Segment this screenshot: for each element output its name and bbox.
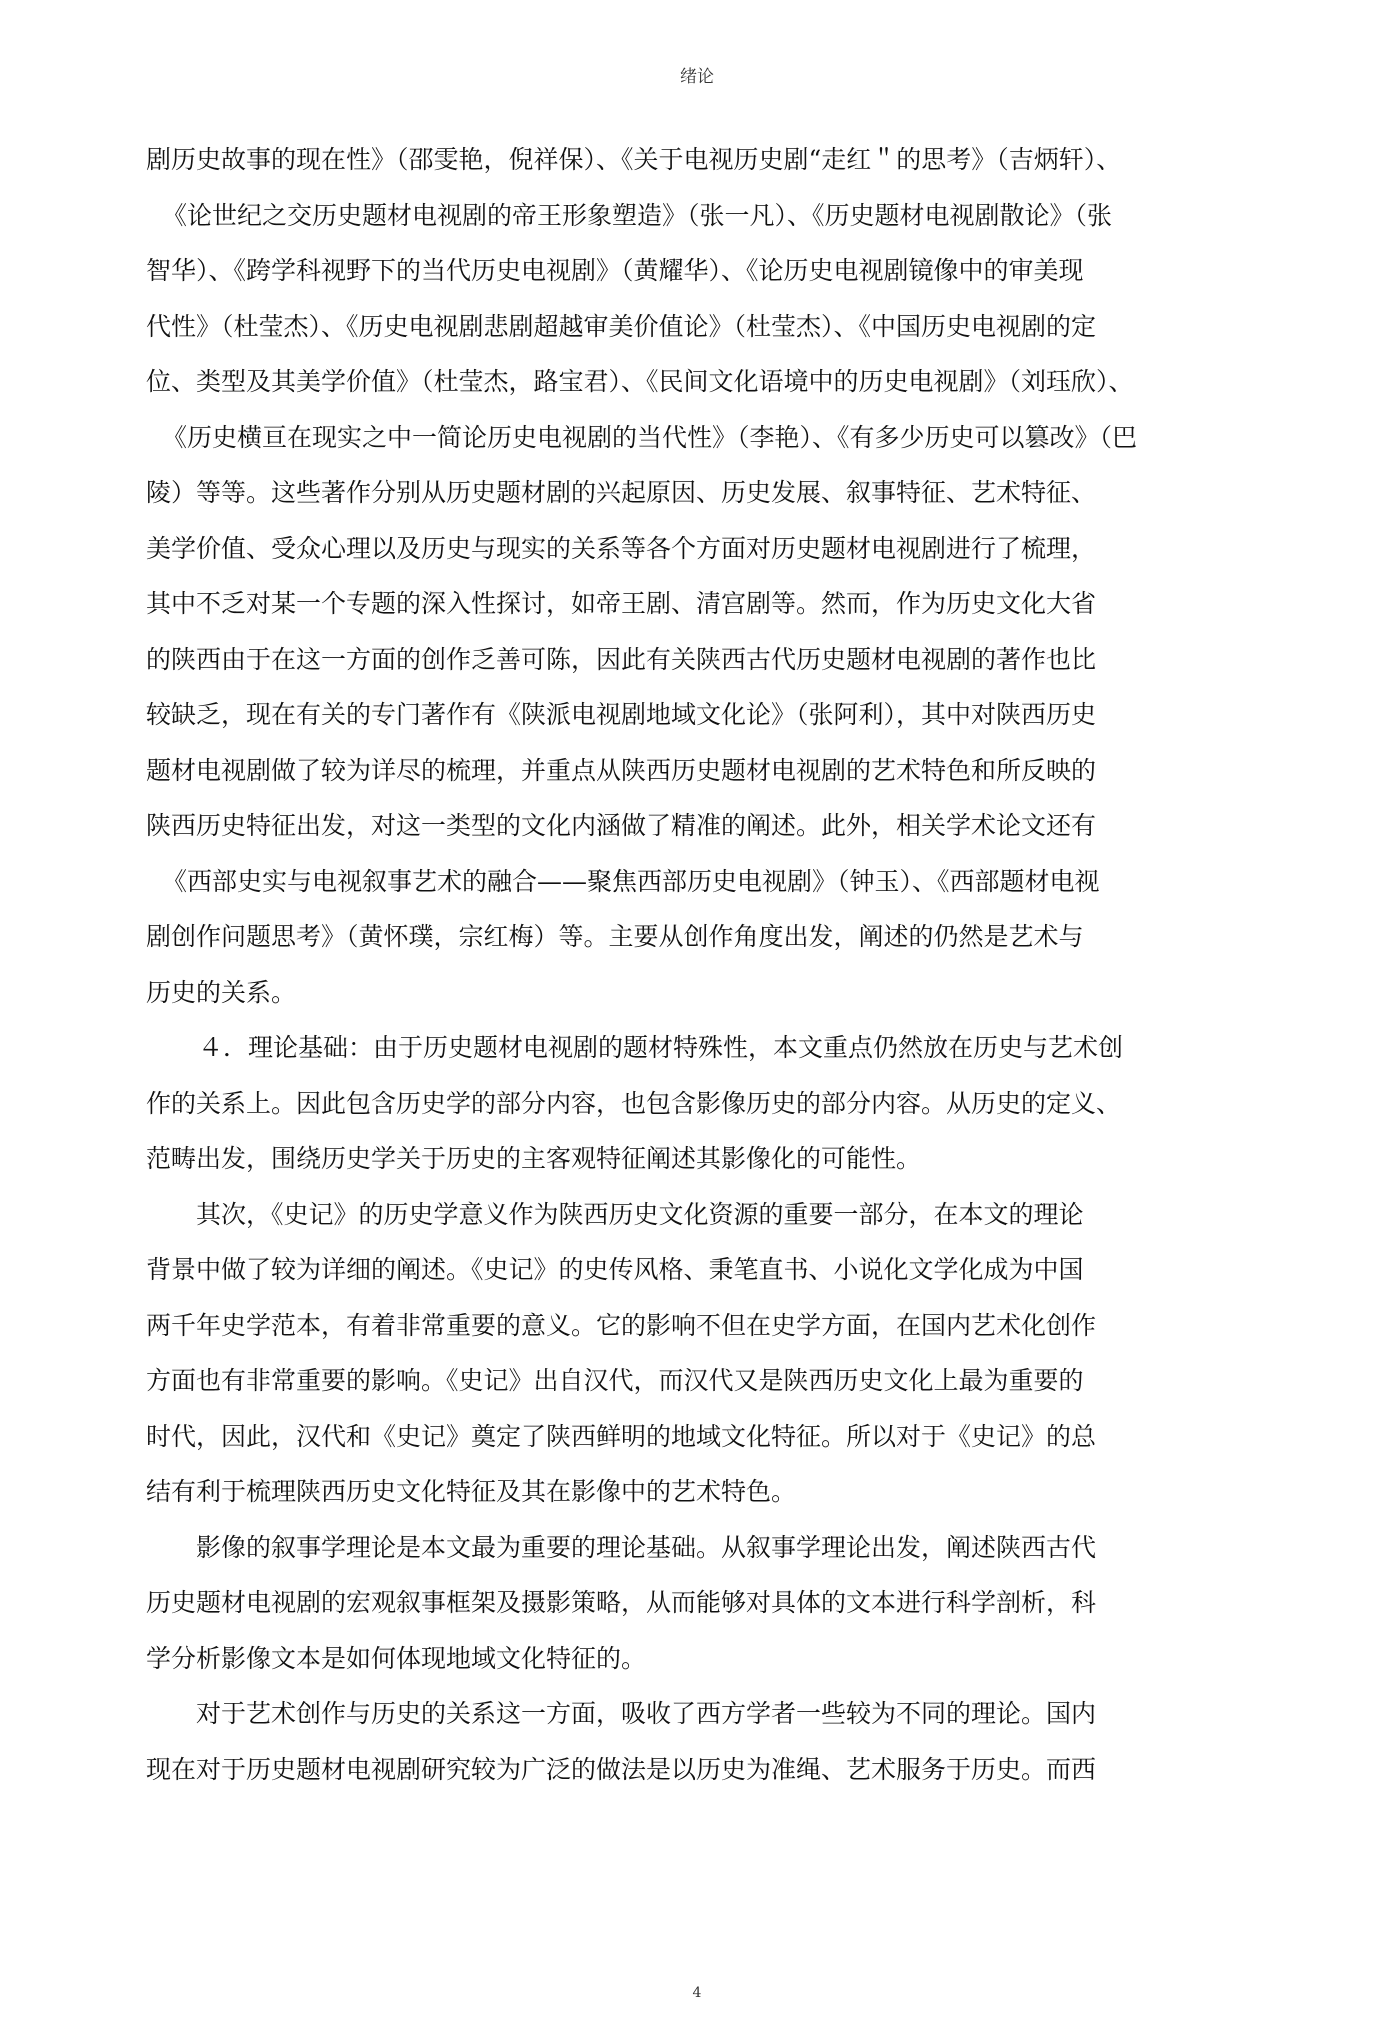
text-line: 学分析影像文本是如何体现地域文化特征的。 [146, 1643, 647, 1673]
text-line: 其中不乏对某一个专题的深入性探讨，如帝王剧、清宫剧等。然而，作为历史文化大省 [146, 589, 1097, 618]
text-line: 作的关系上。因此包含历史学的部分内容，也包含影像历史的部分内容。从历史的定义、 [146, 1088, 1122, 1118]
page-number: 4 [692, 1985, 702, 2001]
text-line: 时代，因此，汉代和《史记》奠定了陕西鲜明的地域文化特征。所以对于《史记》的总 [146, 1421, 1097, 1451]
text-line: 其次，《史记》的历史学意义作为陕西历史文化资源的重要一部分，在本文的理论 [196, 1199, 1084, 1229]
text-line: ４．理论基础：由于历史题材电视剧的题材特殊性，本文重点仍然放在历史与艺术创 [198, 1033, 1124, 1062]
text-line: 题材电视剧做了较为详尽的梳理，并重点从陕西历史题材电视剧的艺术特色和所反映的 [146, 755, 1097, 785]
body-text [146, 132, 1256, 1797]
text-line: 两千年史学范本，有着非常重要的意义。它的影响不但在史学方面，在国内艺术化创作 [146, 1310, 1097, 1340]
text-line: 剧历史故事的现在性》（邵雯艳，倪祥保）、《关于电视历史剧“走红＂的思考》（吉炳轩）、 [146, 145, 1122, 174]
text-line: 陕西历史特征出发，对这一类型的文化内涵做了精准的阐述。此外，相关学术论文还有 [146, 811, 1097, 840]
text-line: 现在对于历史题材电视剧研究较为广泛的做法是以历史为准绳、艺术服务于历史。而西 [146, 1754, 1097, 1784]
text-line: 《历史横亘在现实之中一简论历史电视剧的当代性》（李艳）、《有多少历史可以篡改》（巴 [162, 422, 1138, 452]
text-line: 范畴出发，围绕历史学关于历史的主客观特征阐述其影像化的可能性。 [146, 1144, 922, 1173]
text-line: 背景中做了较为详细的阐述。《史记》的史传风格、秉笔直书、小说化文学化成为中国 [146, 1255, 1084, 1284]
text-line: 《论世纪之交历史题材电视剧的帝王形象塑造》（张一凡）、《历史题材电视剧散论》（张 [162, 200, 1113, 230]
text-line: 剧创作问题思考》（黄怀璞，宗红梅）等。主要从创作角度出发，阐述的仍然是艺术与 [146, 922, 1084, 951]
text-line: 对于艺术创作与历史的关系这一方面，吸收了西方学者一些较为不同的理论。国内 [196, 1699, 1097, 1728]
text-line: 《西部史实与电视叙事艺术的融合——聚焦西部历史电视剧》（钟玉）、《西部题材电视 [162, 866, 1100, 896]
text-line: 较缺乏，现在有关的专门著作有《陕派电视剧地域文化论》（张阿利），其中对陕西历史 [146, 700, 1097, 729]
running-header: 绪论 [680, 67, 714, 87]
text-line: 影像的叙事学理论是本文最为重要的理论基础。从叙事学理论出发，阐述陕西古代 [196, 1532, 1097, 1562]
text-line: 位、类型及其美学价值》（杜莹杰，路宝君）、《民间文化语境中的历史电视剧》（刘珏欣）、 [146, 367, 1134, 396]
text-line: 美学价值、受众心理以及历史与现实的关系等各个方面对历史题材电视剧进行了梳理， [146, 533, 1097, 563]
text-line: 陵）等等。这些著作分别从历史题材剧的兴起原因、历史发展、叙事特征、艺术特征、 [146, 478, 1097, 507]
text-line: 的陕西由于在这一方面的创作乏善可陈，因此有关陕西古代历史题材电视剧的著作也比 [146, 644, 1097, 674]
text-line: 智华）、《跨学科视野下的当代历史电视剧》（黄耀华）、《论历史电视剧镜像中的审美现 [146, 256, 1084, 285]
text-line: 历史题材电视剧的宏观叙事框架及摄影策略，从而能够对具体的文本进行科学剖析，科 [146, 1588, 1097, 1617]
text-line: 历史的关系。 [146, 977, 297, 1007]
text-line: 方面也有非常重要的影响。《史记》出自汉代，而汉代又是陕西历史文化上最为重要的 [146, 1366, 1084, 1395]
text-line: 代性》（杜莹杰）、《历史电视剧悲剧超越审美价值论》（杜莹杰）、《中国历史电视剧的定 [146, 311, 1097, 341]
text-line: 结有利于梳理陕西历史文化特征及其在影像中的艺术特色。 [146, 1477, 797, 1506]
